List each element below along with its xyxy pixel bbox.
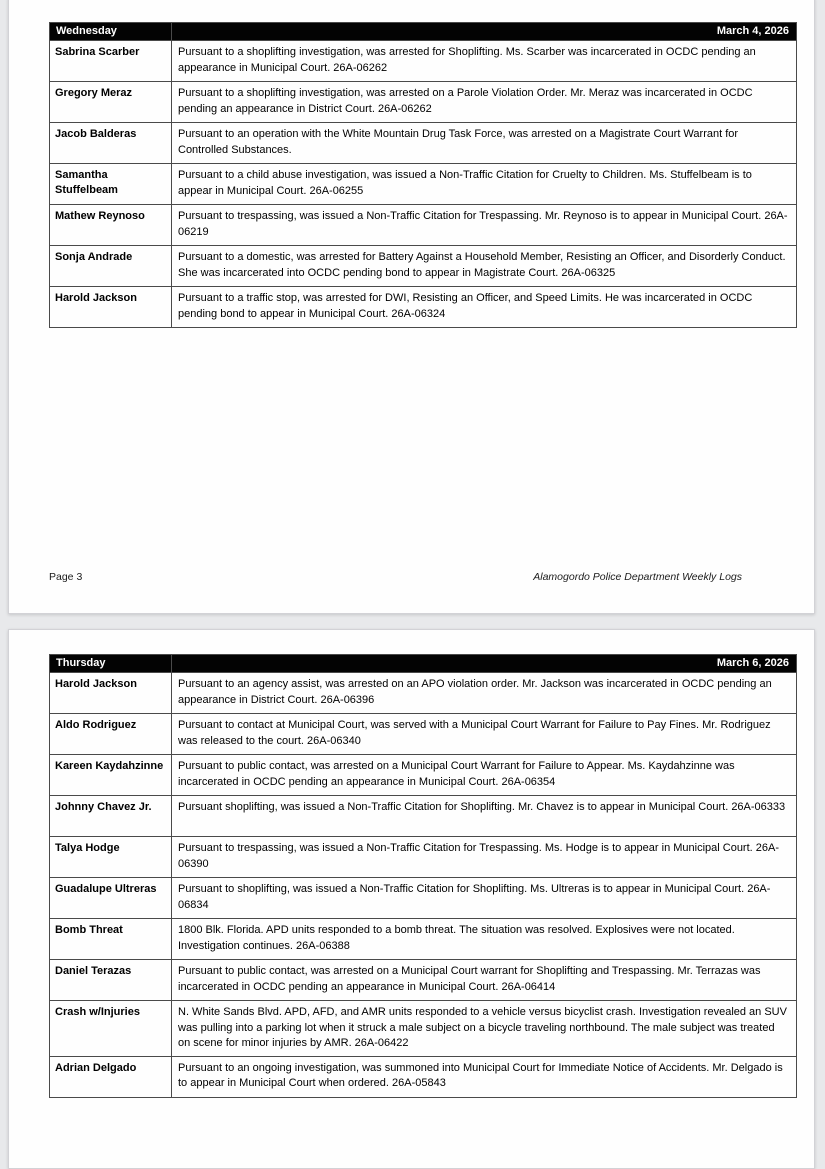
log-entry-row — [50, 164, 797, 205]
entry-name-cell: Kareen Kaydahzinne — [50, 755, 172, 796]
entry-name-cell: Harold Jackson — [50, 673, 172, 714]
entry-description-cell: Pursuant to a domestic, was arrested for Battery Against a Household Member, Resisting an Officer, and Disorderly Conduct. She was incarcerated into OCDC pending bond to appear in Magistrate Court. 26A-06325 — [172, 246, 797, 287]
log-entry-row — [50, 287, 797, 328]
entry-name-cell: Jacob Balderas — [50, 123, 172, 164]
entry-description-cell: N. White Sands Blvd. APD, AFD, and AMR units responded to a vehicle versus bicyclist crash. Investigation revealed an SUV was pulling into a parking lot when it struck a male subject on a bicycle traveling northbound. The male subject was treated on scene for minor injuries by AMR. 26A-06422 — [172, 1001, 797, 1057]
log-entry-row — [50, 205, 797, 246]
log-entry-row — [50, 755, 797, 796]
log-entry-row — [50, 1001, 797, 1057]
entry-name-cell: Johnny Chavez Jr. — [50, 796, 172, 837]
entry-description-cell: 1800 Blk. Florida. APD units responded to a bomb threat. The situation was resolved. Explosives were not located. Investigation continues. 26A-06388 — [172, 919, 797, 960]
log-entry-row — [50, 878, 797, 919]
log-entry-row — [50, 960, 797, 1001]
log-entry-row — [50, 41, 797, 82]
date-header-cell: March 4, 2026 — [172, 23, 797, 41]
entry-description-cell: Pursuant shoplifting, was issued a Non-Traffic Citation for Shoplifting. Mr. Chavez is to appear in Municipal Court. 26A-06333 — [172, 796, 797, 837]
entry-name-cell: Daniel Terazas — [50, 960, 172, 1001]
wednesday-log-table — [49, 22, 797, 328]
entry-description-cell: Pursuant to an ongoing investigation, was summoned into Municipal Court for Immediate Notice of Accidents. Mr. Delgado is to appear in Municipal Court when ordered. 26A-05843 — [172, 1056, 797, 1097]
table-header-row — [50, 23, 797, 41]
entry-description-cell: Pursuant to public contact, was arrested on a Municipal Court Warrant for Failure to Appear. Ms. Kaydahzinne was incarcerated in OCDC pending an appearance in Municipal Court. 26A-06354 — [172, 755, 797, 796]
entry-name-cell: Harold Jackson — [50, 287, 172, 328]
entry-description-cell: Pursuant to contact at Municipal Court, was served with a Municipal Court Warrant for Failure to Pay Fines. Mr. Rodriguez was released to the court. 26A-06340 — [172, 714, 797, 755]
document-page-4 — [8, 629, 815, 1169]
entry-description-cell: Pursuant to shoplifting, was issued a Non-Traffic Citation for Shoplifting. Ms. Ultreras is to appear in Municipal Court. 26A-06834 — [172, 878, 797, 919]
page-number-label: Page 3 — [49, 571, 83, 583]
entry-description-cell: Pursuant to a child abuse investigation, was issued a Non-Traffic Citation for Cruelty to Children. Ms. Stuffelbeam is to appear in Municipal Court. 26A-06255 — [172, 164, 797, 205]
log-entry-row — [50, 796, 797, 837]
table-header-row — [50, 655, 797, 673]
log-entry-row — [50, 714, 797, 755]
entry-name-cell: Samantha Stuffelbeam — [50, 164, 172, 205]
log-entry-row — [50, 1056, 797, 1097]
entry-name-cell: Mathew Reynoso — [50, 205, 172, 246]
entry-name-cell: Aldo Rodriguez — [50, 714, 172, 755]
entry-description-cell: Pursuant to public contact, was arrested on a Municipal Court warrant for Shoplifting and Trespassing. Mr. Terrazas was incarcerated in OCDC pending an appearance in Municipal Court. 26A-06414 — [172, 960, 797, 1001]
entry-name-cell: Adrian Delgado — [50, 1056, 172, 1097]
log-entry-row — [50, 82, 797, 123]
entry-name-cell: Talya Hodge — [50, 837, 172, 878]
entry-name-cell: Gregory Meraz — [50, 82, 172, 123]
page-footer — [49, 571, 742, 583]
entry-description-cell: Pursuant to an operation with the White Mountain Drug Task Force, was arrested on a Magistrate Court Warrant for Controlled Substances. — [172, 123, 797, 164]
entry-description-cell: Pursuant to trespassing, was issued a Non-Traffic Citation for Trespassing. Ms. Hodge is to appear in Municipal Court. 26A-06390 — [172, 837, 797, 878]
date-header-cell: March 6, 2026 — [172, 655, 797, 673]
entry-description-cell: Pursuant to a shoplifting investigation, was arrested for Shoplifting. Ms. Scarber was incarcerated in OCDC pending an appearance in Municipal Court. 26A-06262 — [172, 41, 797, 82]
thursday-log-table — [49, 654, 797, 1098]
entry-name-cell: Crash w/Injuries — [50, 1001, 172, 1057]
document-page-3 — [8, 0, 815, 614]
entry-name-cell: Bomb Threat — [50, 919, 172, 960]
entry-name-cell: Sabrina Scarber — [50, 41, 172, 82]
log-entry-row — [50, 123, 797, 164]
log-entry-row — [50, 673, 797, 714]
log-entry-row — [50, 919, 797, 960]
entry-name-cell: Sonja Andrade — [50, 246, 172, 287]
entry-description-cell: Pursuant to an agency assist, was arrested on an APO violation order. Mr. Jackson was incarcerated in OCDC pending an appearance in District Court. 26A-06396 — [172, 673, 797, 714]
entry-description-cell: Pursuant to a traffic stop, was arrested for DWI, Resisting an Officer, and Speed Limits. He was incarcerated in OCDC pending bond to appear in Municipal Court. 26A-06324 — [172, 287, 797, 328]
day-header-cell: Wednesday — [50, 23, 172, 41]
document-title-label: Alamogordo Police Department Weekly Logs — [533, 571, 742, 583]
entry-description-cell: Pursuant to trespassing, was issued a Non-Traffic Citation for Trespassing. Mr. Reynoso is to appear in Municipal Court. 26A-06219 — [172, 205, 797, 246]
entry-name-cell: Guadalupe Ultreras — [50, 878, 172, 919]
log-entry-row — [50, 246, 797, 287]
day-header-cell: Thursday — [50, 655, 172, 673]
log-entry-row — [50, 837, 797, 878]
entry-description-cell: Pursuant to a shoplifting investigation, was arrested on a Parole Violation Order. Mr. Meraz was incarcerated in OCDC pending an appearance in District Court. 26A-06262 — [172, 82, 797, 123]
